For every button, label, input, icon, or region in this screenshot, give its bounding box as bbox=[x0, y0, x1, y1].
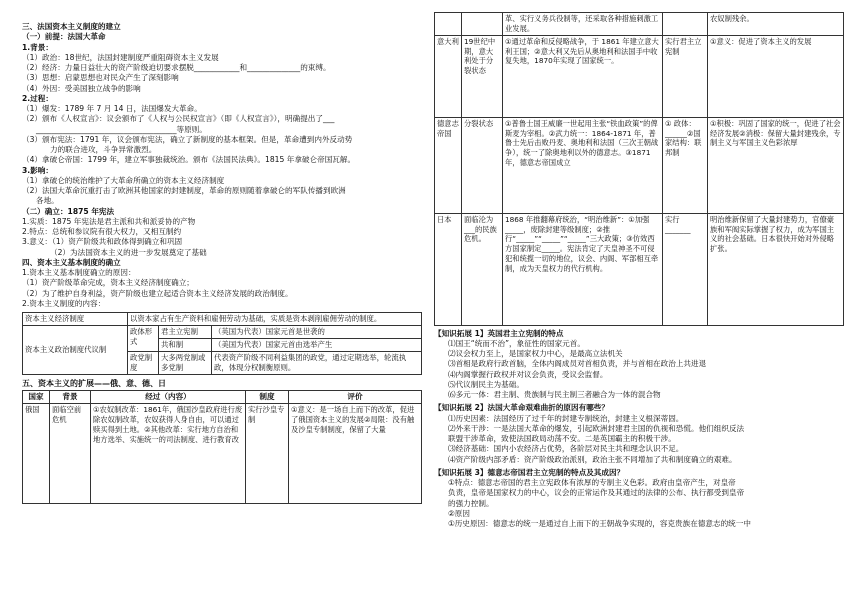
k1-line: ⑵议会权力至上，是国家权力中心，是最高立法机关 bbox=[448, 349, 623, 359]
establish-line: 2.特点：总统和参议院有很大权力，又相互制约 bbox=[22, 227, 182, 236]
k2-line: ⑷资产阶级内部矛盾：资产阶级政治派别，政治主张不同增加了共和制度确立的艰难。 bbox=[448, 454, 737, 464]
k3-line: ②原因 bbox=[448, 508, 470, 518]
russia-process: ①农奴制改革：1861年，俄国沙皇政府进行废除农奴制改革，农奴获得人身自由，可以通过赎买得到土地。②其他改革：实行地方自治和地方选举、实施统一的司法制度、进行教育改 bbox=[91, 403, 246, 503]
pol-label: 资本主义政治制度代议制 bbox=[23, 325, 128, 374]
background-line: （3）思想：启蒙思想也对民众产生了深刻影响 bbox=[22, 73, 179, 83]
process-title: 2.过程： bbox=[22, 93, 53, 103]
process-line: （2）颁布《人权宣言》：议会颁布了《人权与公民权宣言》（即《人权宣言》），明确提出了___ bbox=[22, 114, 335, 124]
polity-label: 政体形式 bbox=[128, 325, 159, 351]
background-line: （1）政治：18世纪，法国封建制度严重阻碍资本主义发展 bbox=[22, 52, 219, 62]
republic-desc: （美国为代表）国家元首由选举产生 bbox=[212, 338, 422, 351]
k1-line: ⑹多元一体：君主制、贵族制与民主制三者融合为一体的混合物 bbox=[448, 390, 661, 400]
party-label: 政党制度 bbox=[128, 351, 159, 374]
process-line: _____________________________________等原则。 bbox=[36, 124, 207, 134]
system-line: （2）为了维护自身利益，资产阶级也建立起适合资本主义经济发展的政治制度。 bbox=[22, 288, 293, 298]
col-process: 经过（内容） bbox=[91, 390, 246, 403]
italy-system: 实行君主立宪制 bbox=[663, 35, 708, 117]
republic: 共和制 bbox=[159, 338, 212, 351]
k3-title: 【知识拓展 3】德意志帝国君主立宪制的特点及其成因？ bbox=[434, 467, 625, 477]
russia-eval-cont: 农奴制残余。 bbox=[708, 13, 844, 36]
section-heading-4: 四、资本主义基本制度的确立 bbox=[22, 257, 121, 267]
system-line: 1.资本主义基本制度确立的原因： bbox=[22, 268, 136, 277]
col-country: 国家 bbox=[23, 390, 50, 403]
process-line: 力的联合进攻，斗争异常激烈。 bbox=[50, 145, 157, 154]
constitutional-monarchy: 君主立宪制 bbox=[159, 325, 212, 338]
establish-line: 1.实质：1875 年宪法是君主派和共和派妥协的产物 bbox=[22, 216, 196, 226]
subheading-establish: （二）确立：1875 年宪法 bbox=[22, 206, 115, 216]
k2-line: 联盟干涉革命，致使法国政局动荡不安。二是英国霸主的积极干涉。 bbox=[448, 434, 676, 444]
influence-line: （1）拿破仑的统治维护了大革命所确立的资本主义经济制度 bbox=[22, 175, 225, 185]
italy-country: 意大利 bbox=[435, 35, 462, 117]
k2-line: ⑶经济基础：国内小农经济占优势，各阶层对民主共和理念认识不足。 bbox=[448, 444, 684, 454]
germany-evaluation: ①积极：巩固了国家的统一，促进了社会经济发展②消极：保留大量封建残余，专制主义与军国主义色彩浓厚 bbox=[708, 117, 844, 213]
germany-country: 德意志帝国 bbox=[435, 117, 462, 213]
background-title: 1.背景： bbox=[22, 42, 53, 52]
k3-line: 负责，皇帝是国家权力的中心，议会的正常运作及其通过的法律的公布、执行都受到皇帝 bbox=[448, 488, 745, 498]
k1-title: 【知识拓展 1】英国君主立宪制的特点 bbox=[434, 328, 564, 338]
knowledge-extension-2 bbox=[434, 403, 844, 465]
capitalism-system-table bbox=[22, 312, 422, 375]
party-type: 大多两党制或多党制 bbox=[159, 351, 212, 374]
influence-line: （2）法国大革命沉重打击了欧洲其他国家的封建制度，革命的原则随着拿破仑的军队传播到欧洲 bbox=[22, 186, 346, 195]
col-background: 背景 bbox=[50, 390, 91, 403]
k1-line: ⑸代议制民主为基础。 bbox=[448, 379, 524, 389]
process-line: （3）颁布宪法：1791 年，议会颁布宪法，确立了新制度的基本框架。但是，革命遭到内外反动势 bbox=[22, 134, 353, 144]
japan-country: 日本 bbox=[435, 213, 462, 325]
system-line: 2.资本主义制度的内容： bbox=[22, 298, 106, 308]
k1-line: ⑶首相是政府行政首脑，全体内阁成员对首相负责，并与首相在政治上共进退 bbox=[448, 359, 707, 369]
section-heading-3: 三、法国资本主义制度的建立 bbox=[22, 22, 121, 31]
k3-line: 的强力控制。 bbox=[448, 498, 494, 508]
k1-line: ⑷内阁掌握行政权并对议会负责，受议会监督。 bbox=[448, 369, 608, 379]
right-column bbox=[434, 12, 844, 529]
k2-title: 【知识拓展 2】法国大革命艰难曲折的原因有哪些？ bbox=[434, 403, 609, 413]
knowledge-extension-1 bbox=[434, 329, 844, 401]
russia-background: 面临空前危机 bbox=[50, 403, 91, 503]
japan-background: 面临沦为___的民族危机。 bbox=[462, 213, 503, 325]
col-system: 制度 bbox=[246, 390, 289, 403]
k1-line: ⑴国王“统而不治”，象征性的国家元首。 bbox=[448, 338, 585, 348]
left-column bbox=[22, 22, 422, 504]
k2-line: ⑴历史因素：法国经历了过千年的封建专制统治，封建主义根深蒂固。 bbox=[448, 413, 684, 423]
section-heading-5: 五、资本主义的扩展——俄、意、德、日 bbox=[22, 378, 166, 388]
process-line: （4）拿破仑帝国：1799 年，建立军事独裁统治。颁布《法国民法典》。1815 年拿破仑帝国瓦解。 bbox=[22, 155, 356, 165]
japan-evaluation: 明治维新保留了大量封建势力，官僚豪族和军阀实际掌握了权力，成为军国主义的社会基础。日本很快开始对外侵略扩张。 bbox=[708, 213, 844, 325]
italy-evaluation: ①意义：促进了资本主义的发展 bbox=[708, 35, 844, 117]
influence-title: 3.影响： bbox=[22, 165, 53, 175]
col-evaluation: 评价 bbox=[289, 390, 422, 403]
establish-line: 3.意义：（1）资产阶级共和政体得到确立和巩固 bbox=[22, 237, 183, 247]
germany-background: 分裂状态 bbox=[462, 117, 503, 213]
monarchy-desc: （英国为代表）国家元首是世袭的 bbox=[212, 325, 422, 338]
russia-evaluation: ①意义：是一场自上而下的改革，促进了俄国资本主义的发展②局限：没有触及沙皇专制制度，保留了大量 bbox=[289, 403, 422, 503]
germany-system: ① 政体：______②国家结构：联邦制 bbox=[663, 117, 708, 213]
econ-label: 资本主义经济制度 bbox=[23, 313, 128, 326]
k3-line: ①历史原因：德意志的统一是通过自上而下的王朝战争实现的，容克贵族在德意志的统一中 bbox=[448, 519, 751, 529]
subheading-premise: （一）前提：法国大革命 bbox=[22, 32, 106, 42]
background-line: （4）外因：受美国独立战争的影响 bbox=[22, 83, 141, 93]
russia-country: 俄国 bbox=[23, 403, 50, 503]
germany-process: ①普鲁士国王威廉一世起用主张“铁血政策”的俾斯麦为宰相。②武力统一：1864-1871 年，普鲁士先后击败丹麦、奥地利和法国（三次王朝战争），统一了除奥地利以外的德意志。③1871 年，德意志帝国成立 bbox=[503, 117, 663, 213]
russia-system: 实行沙皇专制 bbox=[246, 403, 289, 503]
k2-line: ⑵外来干涉：一是法国大革命的爆发，引起欧洲封建君主国的仇视和恐慌。他们组织反法 bbox=[448, 423, 745, 433]
italy-background: 19世纪中期，意大利处于分裂状态 bbox=[462, 35, 503, 117]
system-line: （1）资产阶级革命完成，资本主义经济制度确立； bbox=[22, 278, 194, 288]
influence-line: 各地。 bbox=[36, 196, 59, 206]
japan-process: 1868 年推翻幕府统治，“明治维新”：①加强_____，废除封建等级制度；②推行“_____”“_____”“_____”三大政策；③仿效西方国家制定_____。宪法肯定了天皇神圣不可侵犯和统揽一切的地位，议会、内阁、军部相互牵制，成为天皇权力的代行机构。 bbox=[503, 213, 663, 325]
knowledge-extension-3 bbox=[434, 468, 844, 530]
k3-line: ①特点：德意志帝国的君主立宪政体有浓厚的专制主义色彩。政府由皇帝产生，对皇帝 bbox=[448, 478, 736, 488]
italy-process: ①通过革命和反侵略战争，于 1861 年建立意大利王国；②意大利又先后从奥地利和法国手中收复失地，1870年实现了国家统一。 bbox=[503, 35, 663, 117]
process-line: （1）爆发：1789 年 7 月 14 日，法国爆发大革命。 bbox=[22, 104, 202, 113]
japan-system: 实行_______ bbox=[663, 213, 708, 325]
background-line: （2）经济：力量日益壮大的资产阶级迫切要求摆脱____________和______________的束缚。 bbox=[22, 63, 331, 72]
russia-process-cont: 革、实行义务兵役制等，还采取各种措施刺激工业发展。 bbox=[503, 13, 663, 36]
expansion-table bbox=[22, 390, 422, 504]
establish-line: （2）为法国资本主义的进一步发展奠定了基础 bbox=[50, 247, 207, 257]
econ-text: 以资本家占有生产资料和雇佣劳动为基础，实质是资本剥削雇佣劳动的制度。 bbox=[128, 313, 422, 326]
party-desc: 代表资产阶级不同利益集团的政党，通过定期选举，轮流执政，体现分权制衡原则。 bbox=[212, 351, 422, 374]
expansion-table-continued bbox=[434, 12, 844, 326]
